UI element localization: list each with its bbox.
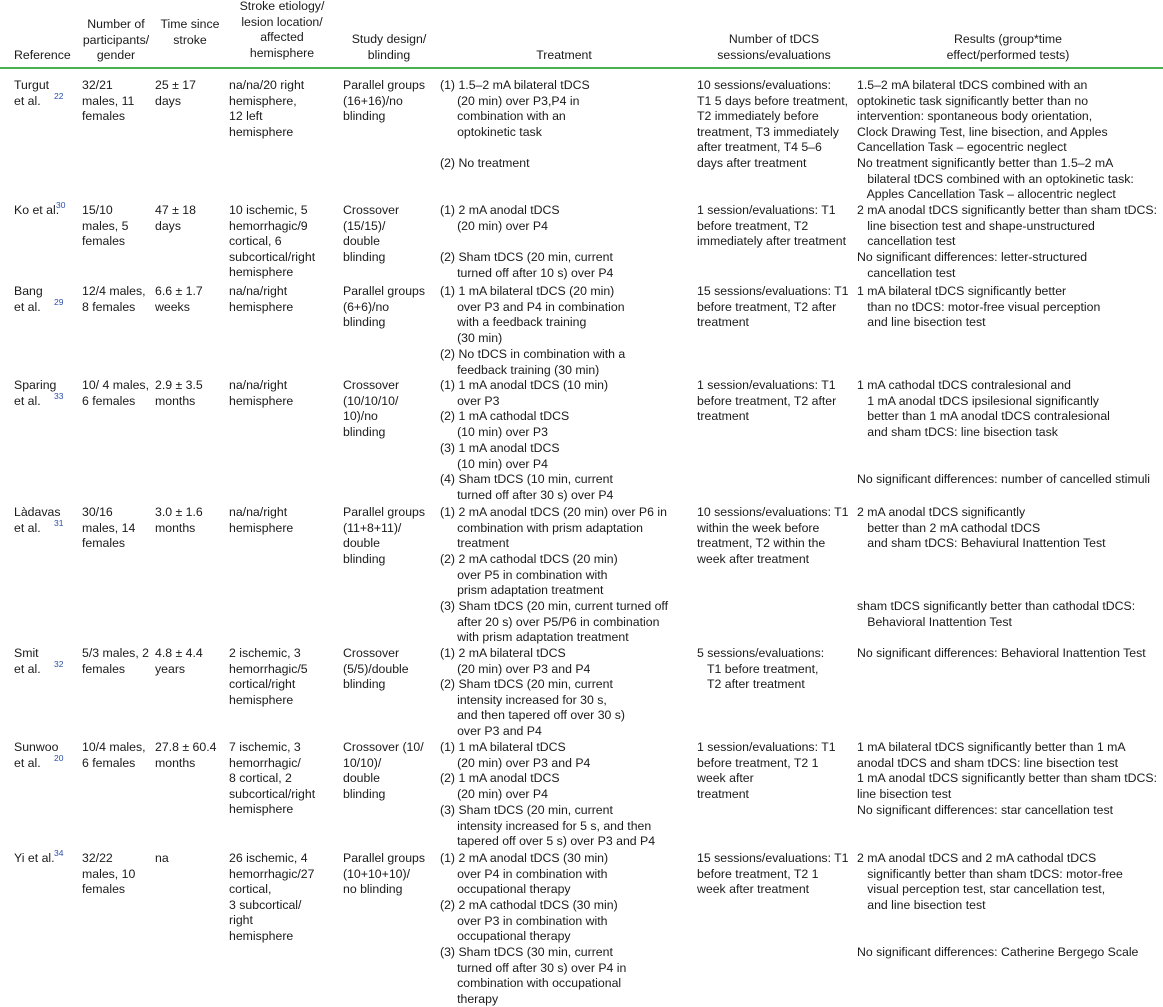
result-line: No treatment significantly better than 1.5–2 mA bilateral tDCS combined with an optokinetic task: Apples Cancellation Task – allocentric neglect [857, 156, 1134, 202]
treatment-arm: (1) 1 mA anodal tDCS (10 min) over P3 [440, 378, 609, 408]
sessions-cell: 5 sessions/evaluations: T1 before treatment, T2 after treatment [697, 646, 825, 692]
reference-citation: 20 [54, 753, 64, 763]
etiology-cell: na/na/right hemisphere [229, 378, 294, 408]
treatment-arm: (3) 1 mA anodal tDCS (10 min) over P4 [440, 441, 560, 471]
sessions-cell: 10 sessions/evaluations: T1 within the week before treatment, T2 within the week after treatment [697, 505, 849, 566]
reference-cell: Yi et al. [14, 851, 55, 865]
results-cell [857, 851, 1157, 959]
treatment-arm: (1) 1 mA bilateral tDCS (20 min) over P3 and P4 in combination with a feedback training (30 min) [440, 284, 625, 345]
result-line: sham tDCS significantly better than cathodal tDCS: Behavioral Inattention Test [857, 599, 1136, 629]
treatment-arm: (1) 2 mA anodal tDCS (30 min) over P4 in combination with occupational therapy [440, 851, 609, 897]
sessions-cell: 15 sessions/evaluations: T1 before treatment, T2 1 week after treatment [697, 851, 849, 897]
results-cell [857, 284, 1157, 331]
result-line: 1 mA bilateral tDCS significantly better than no tDCS: motor-free visual perception and line bisection test [857, 284, 1101, 330]
results-cell [857, 378, 1157, 486]
treatment-cell [440, 78, 688, 170]
table-row [0, 646, 1163, 736]
design-cell: Crossover (10/10/10/ 10)/no blinding [343, 378, 400, 439]
results-cell [857, 78, 1157, 202]
time-cell: 27.8 ± 60.4 months [155, 740, 217, 770]
treatment-arm: (3) Sham tDCS (30 min, current turned off after 30 s) over P4 in combination with occupational therapy [440, 945, 627, 1006]
table-row [0, 848, 1163, 1006]
result-line: No significant differences: star cancellation test [857, 803, 1114, 817]
design-cell: Crossover (5/5)/double blinding [343, 646, 409, 692]
header-reference: Reference [14, 48, 71, 62]
header-design: Study design/ blinding [351, 32, 427, 62]
time-cell: 6.6 ± 1.7 weeks [155, 284, 203, 314]
result-line: 2 mA anodal tDCS significantly better than sham tDCS: line bisection test and shape-unstructured cancellation test [857, 203, 1158, 249]
results-cell [857, 740, 1157, 818]
reference-citation: 31 [54, 518, 64, 528]
sessions-cell: 15 sessions/evaluations: T1 before treatment, T2 after treatment [697, 284, 849, 330]
reference-citation: 32 [54, 659, 64, 669]
time-cell: 3.0 ± 1.6 months [155, 505, 203, 535]
time-cell: 25 ± 17 days [155, 78, 196, 108]
result-line: 1 mA cathodal tDCS contralesional and 1 mA anodal tDCS ipsilesional significantly better than 1 mA anodal tDCS contralesional and sham tDCS: line bisection task [857, 378, 1110, 439]
reference-citation: 30 [56, 200, 66, 210]
reference-cell: Ko et al. [14, 203, 60, 217]
reference-citation: 22 [54, 91, 64, 101]
treatment-cell [440, 203, 688, 280]
table-header [0, 2, 1163, 64]
treatment-arm: (1) 1 mA bilateral tDCS (20 min) over P3 and P4 [440, 740, 591, 770]
time-cell: 4.8 ± 4.4 years [155, 646, 203, 676]
sessions-cell: 1 session/evaluations: T1 before treatment, T2 after treatment [697, 378, 837, 424]
treatment-arm: (1) 2 mA anodal tDCS (20 min) over P4 [440, 203, 560, 233]
treatment-arm: (2) No tDCS in combination with a feedback training (30 min) [440, 347, 626, 377]
reference-cell: Bang et al. [14, 284, 43, 314]
treatment-arm: (2) No treatment [440, 156, 530, 170]
treatment-arm: (1) 1.5–2 mA bilateral tDCS (20 min) over P3,P4 in combination with an optokinetic task [440, 78, 590, 139]
treatment-cell [440, 505, 688, 645]
result-line: No significant differences: number of cancelled stimuli [857, 472, 1150, 486]
reference-citation: 34 [54, 848, 64, 858]
participants-cell: 12/4 males, 8 females [82, 284, 146, 314]
treatment-cell [440, 646, 688, 738]
treatment-cell [440, 740, 688, 849]
reference-citation: 29 [54, 297, 64, 307]
table-row [0, 78, 1163, 202]
participants-cell: 5/3 males, 2 females [82, 646, 149, 676]
table-row [0, 284, 1163, 377]
result-line: 1.5–2 mA bilateral tDCS combined with an optokinetic task significantly better than no intervention: spontaneous body orientation, Clock Drawing Test, line bisection, and Apples Cancellation Task – egocentric neglect [857, 78, 1108, 155]
etiology-cell: 7 ischemic, 3 hemorrhagic/ 8 cortical, 2 subcortical/right hemisphere [229, 740, 316, 817]
header-results: Results (group*time effect/performed tests) [946, 32, 1070, 62]
treatment-arm: (2) Sham tDCS (20 min, current intensity increased for 30 s, and then tapered off over 30 s) over P3 and P4 [440, 677, 626, 738]
etiology-cell: na/na/20 right hemisphere, 12 left hemisphere [229, 78, 305, 139]
participants-cell: 15/10 males, 5 females [82, 203, 129, 249]
header-time: Time since stroke [160, 17, 220, 47]
table-row [0, 505, 1163, 643]
etiology-cell: na/na/right hemisphere [229, 505, 294, 535]
header-sessions: Number of tDCS sessions/evaluations [717, 32, 831, 62]
etiology-cell: 2 ischemic, 3 hemorrhagic/5 cortical/right hemisphere [229, 646, 308, 707]
time-cell: na [155, 851, 169, 865]
reference-cell: Sunwoo et al. [14, 740, 59, 770]
treatment-arm: (2) Sham tDCS (20 min, current turned off after 10 s) over P4 [440, 250, 614, 280]
result-line: 2 mA anodal tDCS and 2 mA cathodal tDCS significantly better than sham tDCS: motor-free visual perception test, star cancellation test, and line bisection test [857, 851, 1123, 912]
participants-cell: 30/16 males, 14 females [82, 505, 136, 551]
design-cell: Parallel groups (16+16)/no blinding [343, 78, 426, 124]
etiology-cell: 10 ischemic, 5 hemorrhagic/9 cortical, 6 subcortical/right hemisphere [229, 203, 316, 280]
reference-cell: Smit et al. [14, 646, 41, 676]
reference-cell: Làdavas et al. [14, 505, 61, 535]
etiology-cell: na/na/right hemisphere [229, 284, 294, 314]
treatment-arm: (1) 2 mA bilateral tDCS (20 min) over P3 and P4 [440, 646, 591, 676]
treatment-arm: (3) Sham tDCS (20 min, current turned off after 20 s) over P5/P6 in combination with prism adaptation treatment [440, 599, 669, 645]
result-line: No significant differences: Behavioral Inattention Test [857, 646, 1146, 660]
reference-cell: Sparing et al. [14, 378, 57, 408]
treatment-cell [440, 378, 688, 502]
results-cell [857, 203, 1158, 280]
treatment-arm: (3) Sham tDCS (20 min, current intensity increased for 5 s, and then tapered off over 5 s) over P3 and P4 [440, 803, 656, 849]
design-cell: Parallel groups (10+10+10)/ no blinding [343, 851, 426, 897]
header-rule [0, 67, 1163, 69]
participants-cell: 10/ 4 males, 6 females [82, 378, 149, 408]
table-row [0, 740, 1163, 849]
treatment-arm: (2) 1 mA cathodal tDCS (10 min) over P3 [440, 409, 570, 439]
table-row [0, 378, 1163, 502]
treatment-arm: (2) 2 mA cathodal tDCS (20 min) over P5 in combination with prism adaptation treatment [440, 552, 618, 598]
etiology-cell: 26 ischemic, 4 hemorrhagic/27 cortical, 3 subcortical/ right hemisphere [229, 851, 315, 943]
participants-cell: 32/21 males, 11 females [82, 78, 135, 124]
treatment-arm: (2) 1 mA anodal tDCS (20 min) over P4 [440, 771, 560, 801]
treatment-cell [440, 851, 688, 1006]
results-cell [857, 505, 1157, 629]
treatment-cell [440, 284, 688, 377]
reference-citation: 33 [54, 391, 64, 401]
reference-cell: Turgut et al. [14, 78, 50, 108]
treatment-arm: (1) 2 mA anodal tDCS (20 min) over P6 in combination with prism adaptation treatment [440, 505, 667, 551]
design-cell: Parallel groups (11+8+11)/ double blinding [343, 505, 426, 566]
design-cell: Crossover (10/ 10/10)/ double blinding [343, 740, 424, 801]
sessions-cell: 1 session/evaluations: T1 before treatment, T2 1 week after treatment [697, 740, 836, 801]
header-treatment: Treatment [536, 48, 592, 62]
participants-cell: 32/22 males, 10 females [82, 851, 136, 897]
participants-cell: 10/4 males, 6 females [82, 740, 146, 770]
results-cell [857, 646, 1157, 693]
result-line: No significant differences: Catherine Bergego Scale [857, 945, 1139, 959]
result-line: No significant differences: letter-structured cancellation test [857, 250, 1088, 280]
design-cell: Crossover (15/15)/ double blinding [343, 203, 400, 264]
table-row [0, 200, 1163, 280]
result-line: 1 mA bilateral tDCS significantly better than 1 mA anodal tDCS and sham tDCS: line bisection test [857, 740, 1126, 770]
design-cell: Parallel groups (6+6)/no blinding [343, 284, 426, 330]
sessions-cell: 1 session/evaluations: T1 before treatment, T2 immediately after treatment [697, 203, 846, 249]
result-line: 1 mA anodal tDCS significantly better than sham tDCS: line bisection test [857, 771, 1158, 801]
sessions-cell: 10 sessions/evaluations: T1 5 days before treatment, T2 immediately before treatment, T3 immediately after treatment, T4 5–6 days after treatment [697, 78, 849, 170]
header-etiology: Stroke etiology/ lesion location/ affected hemisphere [239, 0, 325, 60]
treatment-arm: (2) 2 mA cathodal tDCS (30 min) over P3 in combination with occupational therapy [440, 898, 618, 944]
result-line: 2 mA anodal tDCS significantly better than 2 mA cathodal tDCS and sham tDCS: Behaviural Inattention Test [857, 505, 1106, 551]
treatment-arm: (4) Sham tDCS (10 min, current turned off after 30 s) over P4 [440, 472, 614, 502]
time-cell: 47 ± 18 days [155, 203, 196, 233]
header-participants: Number of participants/ gender [82, 17, 150, 63]
time-cell: 2.9 ± 3.5 months [155, 378, 203, 408]
